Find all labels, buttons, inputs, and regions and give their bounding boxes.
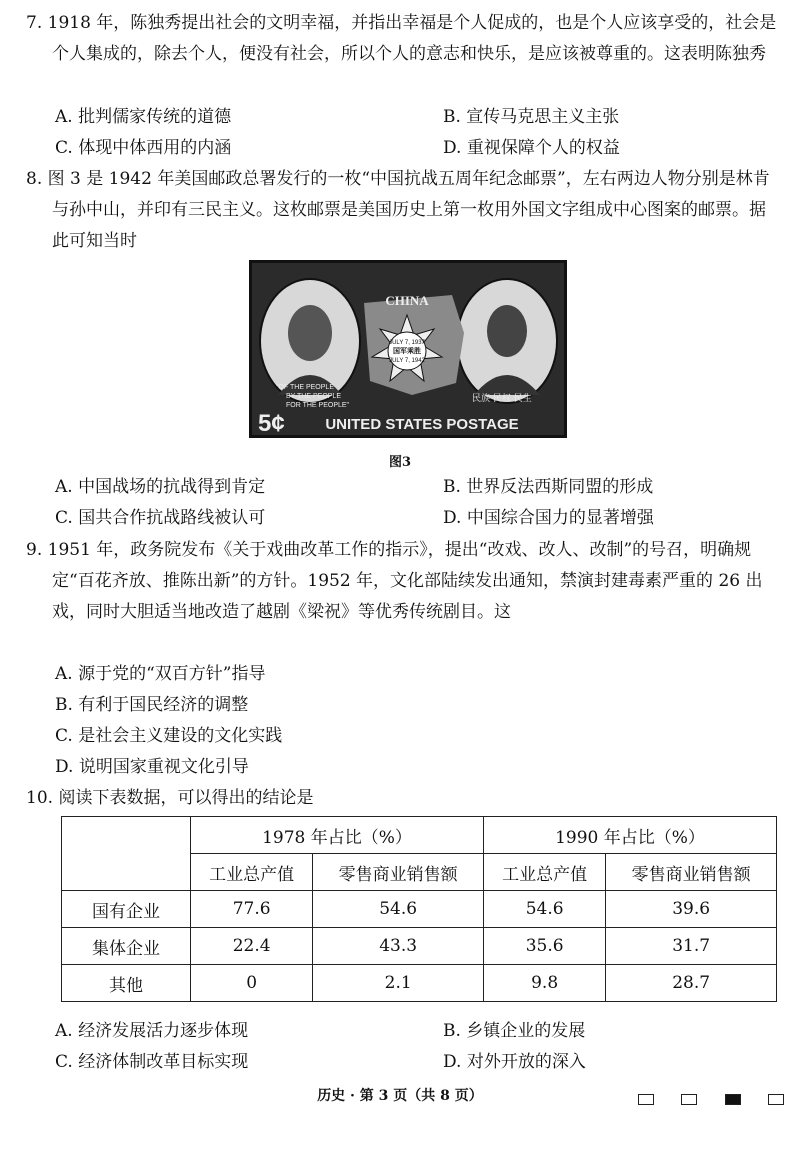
stamp-seal-mid: 国军乘胜: [393, 347, 421, 355]
question-7: [26, 8, 782, 70]
page-mark-icon: [768, 1094, 784, 1105]
stamp-image: [249, 260, 567, 438]
option-d[interactable]: D. 重视保障个人的权益: [443, 138, 620, 158]
table-header-1990: 1990 年占比（%）: [483, 817, 776, 854]
data-table: [61, 816, 777, 1002]
option-a[interactable]: A. 批判儒家传统的道德: [55, 107, 232, 127]
question-10: [26, 783, 782, 814]
page-mark-icon: [681, 1094, 697, 1105]
table-subheader: 工业总产值: [191, 854, 313, 891]
option-c[interactable]: C. 是社会主义建设的文化实践: [55, 726, 283, 746]
stamp-denomination: 5¢: [258, 410, 285, 435]
table-cell: 0: [191, 965, 313, 1002]
question-7-stem: 7. 1918 年，陈独秀提出社会的文明幸福，并指出幸福是个人促成的，也是个人应该享受的，社会是个人集成的，除去个人，便没有社会，所以个人的意志和快乐，是应该被尊重的。这表明陈独秀: [26, 13, 777, 64]
page-marks: [616, 1089, 784, 1109]
question-10-stem: 10. 阅读下表数据，可以得出的结论是: [26, 788, 314, 808]
table-corner: [62, 817, 191, 891]
figure-caption: 图3: [388, 455, 412, 470]
table-cell: 28.7: [606, 965, 777, 1002]
option-d[interactable]: D. 对外开放的深入: [443, 1052, 586, 1072]
table-cell: 39.6: [606, 891, 777, 928]
table-row: [62, 928, 777, 965]
table-subheader: 零售商业销售额: [606, 854, 777, 891]
page-mark-icon: [638, 1094, 654, 1105]
table-cell: 22.4: [191, 928, 313, 965]
table-header-1978: 1978 年占比（%）: [191, 817, 484, 854]
stamp-country: CHINA: [385, 293, 429, 308]
stamp-quote-2: BY THE PEOPLE: [286, 393, 341, 400]
question-9: [26, 535, 782, 628]
question-8: [26, 164, 782, 257]
option-b[interactable]: B. 乡镇企业的发展: [443, 1021, 586, 1041]
table-row: [62, 891, 777, 928]
table-row: [62, 965, 777, 1002]
table-cell: 2.1: [313, 965, 484, 1002]
table-cell: 31.7: [606, 928, 777, 965]
option-c[interactable]: C. 体现中体西用的内涵: [55, 138, 232, 158]
table-cell: 54.6: [483, 891, 605, 928]
question-9-stem: 9. 1951 年，政务院发布《关于戏曲改革工作的指示》，提出“改戏、改人、改制”的号召，明确规定“百花齐放、推陈出新”的方针。1952 年，文化部陆续发出通知，禁演封建毒素严重的 26 出戏，同时大胆适当地改造了越剧《梁祝》等优秀传统剧目。这: [26, 540, 763, 622]
option-a[interactable]: A. 中国战场的抗战得到肯定: [55, 477, 266, 497]
option-c[interactable]: C. 经济体制改革目标实现: [55, 1052, 249, 1072]
row-label: 国有企业: [62, 891, 191, 928]
stamp-chinese-text: 民族 民权 民生: [472, 394, 532, 404]
table-cell: 35.6: [483, 928, 605, 965]
stamp-bottom-text: UNITED STATES POSTAGE: [325, 416, 519, 433]
table-subheader: 工业总产值: [483, 854, 605, 891]
option-b[interactable]: B. 有利于国民经济的调整: [55, 695, 249, 715]
option-b[interactable]: B. 宣传马克思主义主张: [443, 107, 620, 127]
stamp-illustration: [252, 263, 564, 435]
option-d[interactable]: D. 说明国家重视文化引导: [55, 757, 249, 777]
stamp-quote-3: FOR THE PEOPLE": [286, 402, 350, 409]
page-mark-icon: [725, 1094, 741, 1105]
row-label: 其他: [62, 965, 191, 1002]
option-a[interactable]: A. 经济发展活力逐步体现: [55, 1021, 249, 1041]
table-cell: 77.6: [191, 891, 313, 928]
option-d[interactable]: D. 中国综合国力的显著增强: [443, 508, 654, 528]
page-footer: 历史 · 第 3 页（共 8 页）: [317, 1088, 483, 1104]
option-a[interactable]: A. 源于党的“双百方针”指导: [55, 664, 266, 684]
table-cell: 54.6: [313, 891, 484, 928]
row-label: 集体企业: [62, 928, 191, 965]
table-cell: 9.8: [483, 965, 605, 1002]
question-8-stem: 8. 图 3 是 1942 年美国邮政总署发行的一枚“中国抗战五周年纪念邮票”，左右两边人物分别是林肯与孙中山，并印有三民主义。这枚邮票是美国历史上第一枚用外国文字组成中心图案的邮票。据此可知当时: [26, 169, 770, 251]
option-c[interactable]: C. 国共合作抗战路线被认可: [55, 508, 266, 528]
question-9-options: [55, 659, 282, 783]
table-subheader: 零售商业销售额: [313, 854, 484, 891]
stamp-seal-top: JULY 7, 1937: [389, 340, 425, 346]
table-cell: 43.3: [313, 928, 484, 965]
stamp-quote-1: "OF THE PEOPLE: [276, 384, 334, 391]
stamp-seal-bottom: JULY 7, 1942: [389, 358, 425, 364]
option-b[interactable]: B. 世界反法西斯同盟的形成: [443, 477, 654, 497]
